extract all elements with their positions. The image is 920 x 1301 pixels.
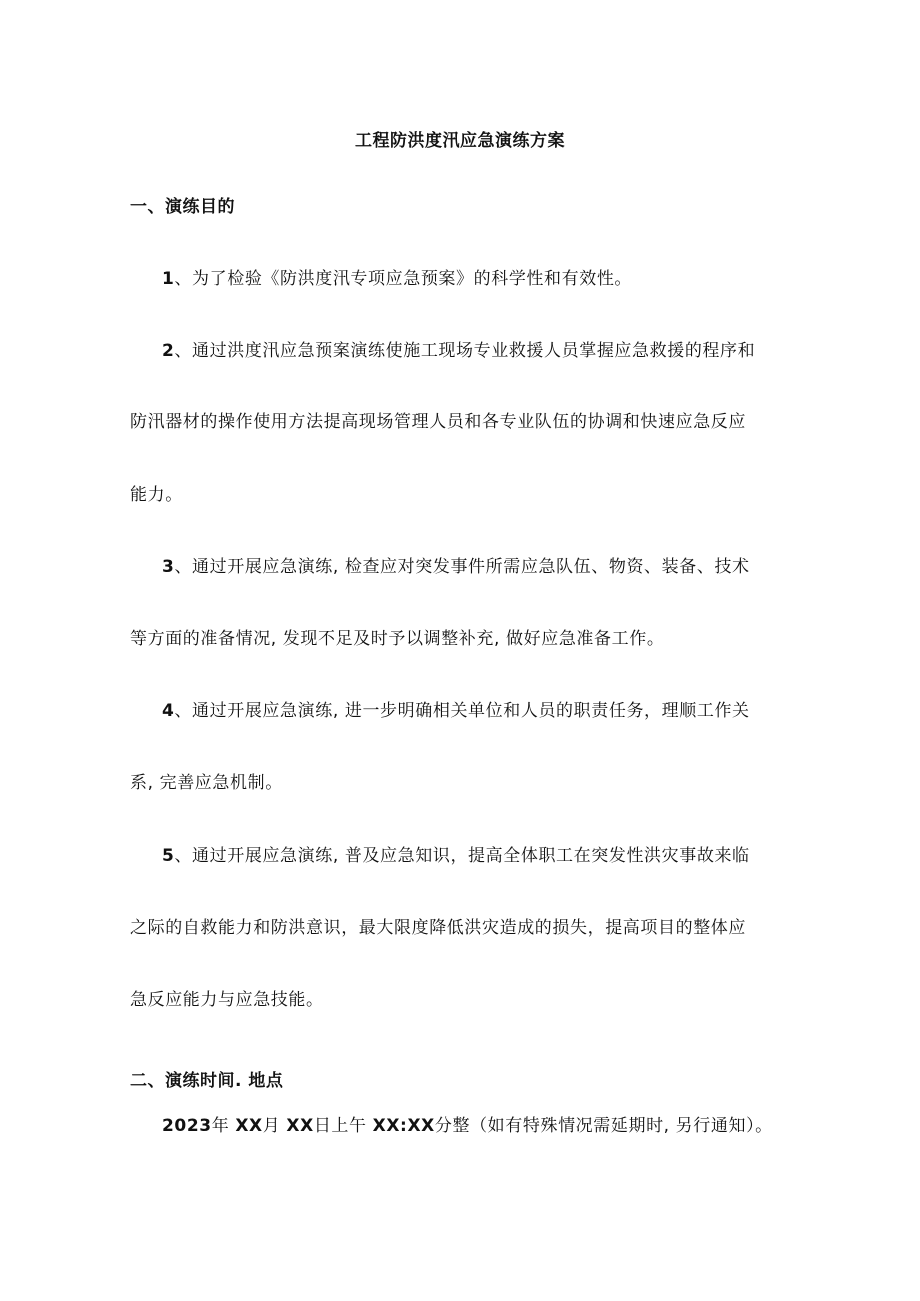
- item-3-line-1: [162, 552, 750, 577]
- item-text: 、通过开展应急演练, 普及应急知识，提高全体职工在突发性洪灾事故来临: [174, 846, 750, 866]
- item-number: 3: [162, 557, 175, 577]
- section-heading-purpose: 一、演练目的: [130, 197, 235, 217]
- section-heading-time-place: 二、演练时间. 地点: [130, 1071, 284, 1091]
- item-1-line-1: [162, 264, 632, 289]
- item-number: 2: [162, 341, 175, 361]
- item-4-line-1: [162, 696, 750, 721]
- item-text: 、为了检验《防洪度汛专项应急预案》的科学性和有效性。: [174, 269, 633, 289]
- item-2-line-1: [162, 336, 755, 361]
- clock-value: XX:XX: [372, 1116, 435, 1136]
- item-text: 、通过开展应急演练, 检查应对突发事件所需应急队伍、物资、装备、技术: [174, 557, 750, 577]
- year-unit: 年: [211, 1116, 230, 1136]
- item-text: 、通过开展应急演练, 进一步明确相关单位和人员的职责任务，理顺工作关: [174, 701, 750, 721]
- day-unit: 日上午: [313, 1116, 367, 1136]
- item-5-line-3: 急反应能力与应急技能。: [130, 990, 324, 1010]
- time-note: 分整（如有特殊情况需延期时, 另行通知）。: [434, 1116, 773, 1136]
- document-title: 工程防洪度汛应急演练方案: [355, 131, 565, 151]
- month-value: XX: [235, 1116, 263, 1136]
- item-2-line-3: 能力。: [130, 485, 183, 505]
- day-value: XX: [286, 1116, 314, 1136]
- item-5-line-2: 之际的自救能力和防洪意识，最大限度降低洪灾造成的损失，提高项目的整体应: [130, 918, 746, 938]
- item-4-line-2: 系, 完善应急机制。: [130, 773, 283, 793]
- month-unit: 月: [262, 1116, 281, 1136]
- item-text: 、通过洪度汛应急预案演练使施工现场专业救援人员掌握应急救援的程序和: [174, 341, 756, 361]
- time-line: [162, 1111, 773, 1136]
- item-number: 5: [162, 846, 175, 866]
- year-value: 2023: [162, 1116, 212, 1136]
- item-2-line-2: 防汛器材的操作使用方法提高现场管理人员和各专业队伍的协调和快速应急反应: [130, 412, 746, 432]
- item-5-line-1: [162, 841, 750, 866]
- item-number: 4: [162, 701, 175, 721]
- item-3-line-2: 等方面的准备情况, 发现不足及时予以调整补充, 做好应急准备工作。: [130, 629, 665, 649]
- item-number: 1: [162, 269, 175, 289]
